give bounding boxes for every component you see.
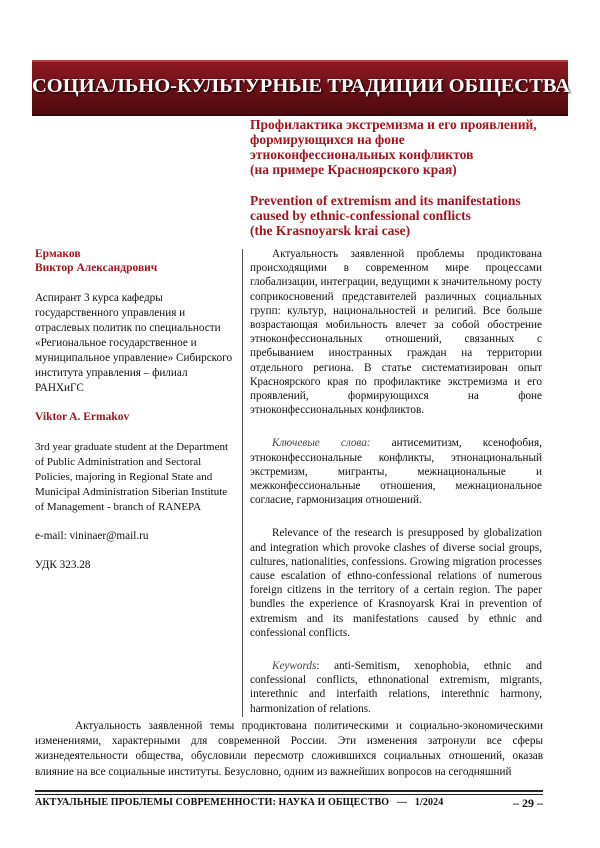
affiliation-en: 3rd year graduate student at the Department of Public Administration and Sectoral Policies, majoring in Regional State and Municipal Administration Siberian Institute of Management - branch of RANEPA <box>35 440 235 515</box>
body-paragraph: Актуальность заявленной темы продиктована политическими и социально-экономическими изменениями, характерными для современной России. Эти изменения затронули все сферы жизнедеятельности общества, обусловили пересмотр сложившихся социальных отношений, оказав влияние на все социальные институты. Безусловно, одним из важнейших вопросов на сегодняшний <box>35 719 543 780</box>
title-ru-line: (на примере Красноярского края) <box>250 162 570 177</box>
author-email[interactable]: e-mail: vininaer@mail.ru <box>35 529 235 544</box>
section-banner <box>32 60 568 116</box>
title-en-line: Prevention of extremism and its manifestations <box>250 193 570 208</box>
keywords-en <box>250 659 542 716</box>
affiliation-ru: Аспирант 3 курса кафедры государственного управления и отраслевых политик по специальности «Региональное государственное и муниципальное управление» Сибирского института управления – филиал РАНХиГС <box>35 291 235 396</box>
keywords-ru-text: антисемитизм, ксенофобия, этноконфессиональные конфликты, этнонациональный экстремизм, мигранты, межнациональные и межконфессиональные отношения, межнациональное согласие, гармонизация отношений. <box>250 437 542 506</box>
article-title-en <box>250 193 570 238</box>
body-text <box>35 719 543 780</box>
author-surname-ru: Ермаков <box>35 247 235 261</box>
title-ru-line: Профилактика экстремизма и его проявлений, <box>250 117 570 132</box>
footer-rule <box>35 790 543 792</box>
footer-journal-info <box>35 797 443 808</box>
column-divider <box>242 249 243 717</box>
keywords-en-label: Keywords <box>272 660 316 672</box>
article-title-ru <box>250 117 570 177</box>
udc-code: УДК 323.28 <box>35 558 235 573</box>
author-given-ru: Виктор Александрович <box>35 261 235 275</box>
page-footer <box>35 797 543 813</box>
keywords-ru-label: Ключевые слова: <box>272 437 371 449</box>
section-title: СОЦИАЛЬНО-КУЛЬТУРНЫЕ ТРАДИЦИИ ОБЩЕСТВА <box>32 75 568 98</box>
page-number: – 29 – <box>513 796 543 811</box>
title-en-line: (the Krasnoyarsk krai case) <box>250 223 570 238</box>
footer-journal: АКТУАЛЬНЫЕ ПРОБЛЕМЫ СОВРЕМЕННОСТИ: НАУКА И ОБЩЕСТВО <box>35 797 389 808</box>
keywords-ru <box>250 436 542 507</box>
title-ru-line: этноконфессиональных конфликтов <box>250 147 570 162</box>
author-name-en: Viktor A. Ermakov <box>35 410 235 424</box>
title-en-line: caused by ethnic-confessional conflicts <box>250 208 570 223</box>
footer-rule-thin <box>35 794 543 795</box>
keywords-en-text: : anti-Semitism, xenophobia, ethnic and confessional conflicts, ethnonational extremism, migrants, interethnic and interfaith relations, interethnic harmony, harmonization of relations. <box>250 660 542 715</box>
abstract-ru: Актуальность заявленной проблемы продиктована происходящими в современном мире процессами глобализации, интеграции, ведущими к значительному росту соприкосновений представителей различных социальных групп: культур, национальностей и религий. Все больше возрастающая мобильность влечет за собой обострение этноконфессиональных отношений, связанных с пребыванием иностранных граждан на территории отдельного региона. В статье систематизирован опыт Красноярского края по профилактике экстремизма и его проявлений, формирующихся на фоне этноконфессиональных конфликтов. <box>250 247 542 417</box>
footer-separator: — <box>397 797 407 808</box>
abstract-column <box>250 247 542 716</box>
abstract-en: Relevance of the research is presupposed by globalization and integration which provoke clashes of diverse social groups, cultures, nationalities, confessions. Growing migration processes cause escalation of ethno-confessional relations of numerous foreign citizens in the territory of a certain region. The paper bundles the experience of Krasnoyarsk Krai in prevention of extremism and its manifestations caused by ethnic and confessional conflicts. <box>250 526 542 640</box>
footer-issue: 1/2024 <box>415 797 443 808</box>
author-info <box>35 247 235 573</box>
title-ru-line: формирующихся на фоне <box>250 132 570 147</box>
author-name-ru <box>35 247 235 275</box>
